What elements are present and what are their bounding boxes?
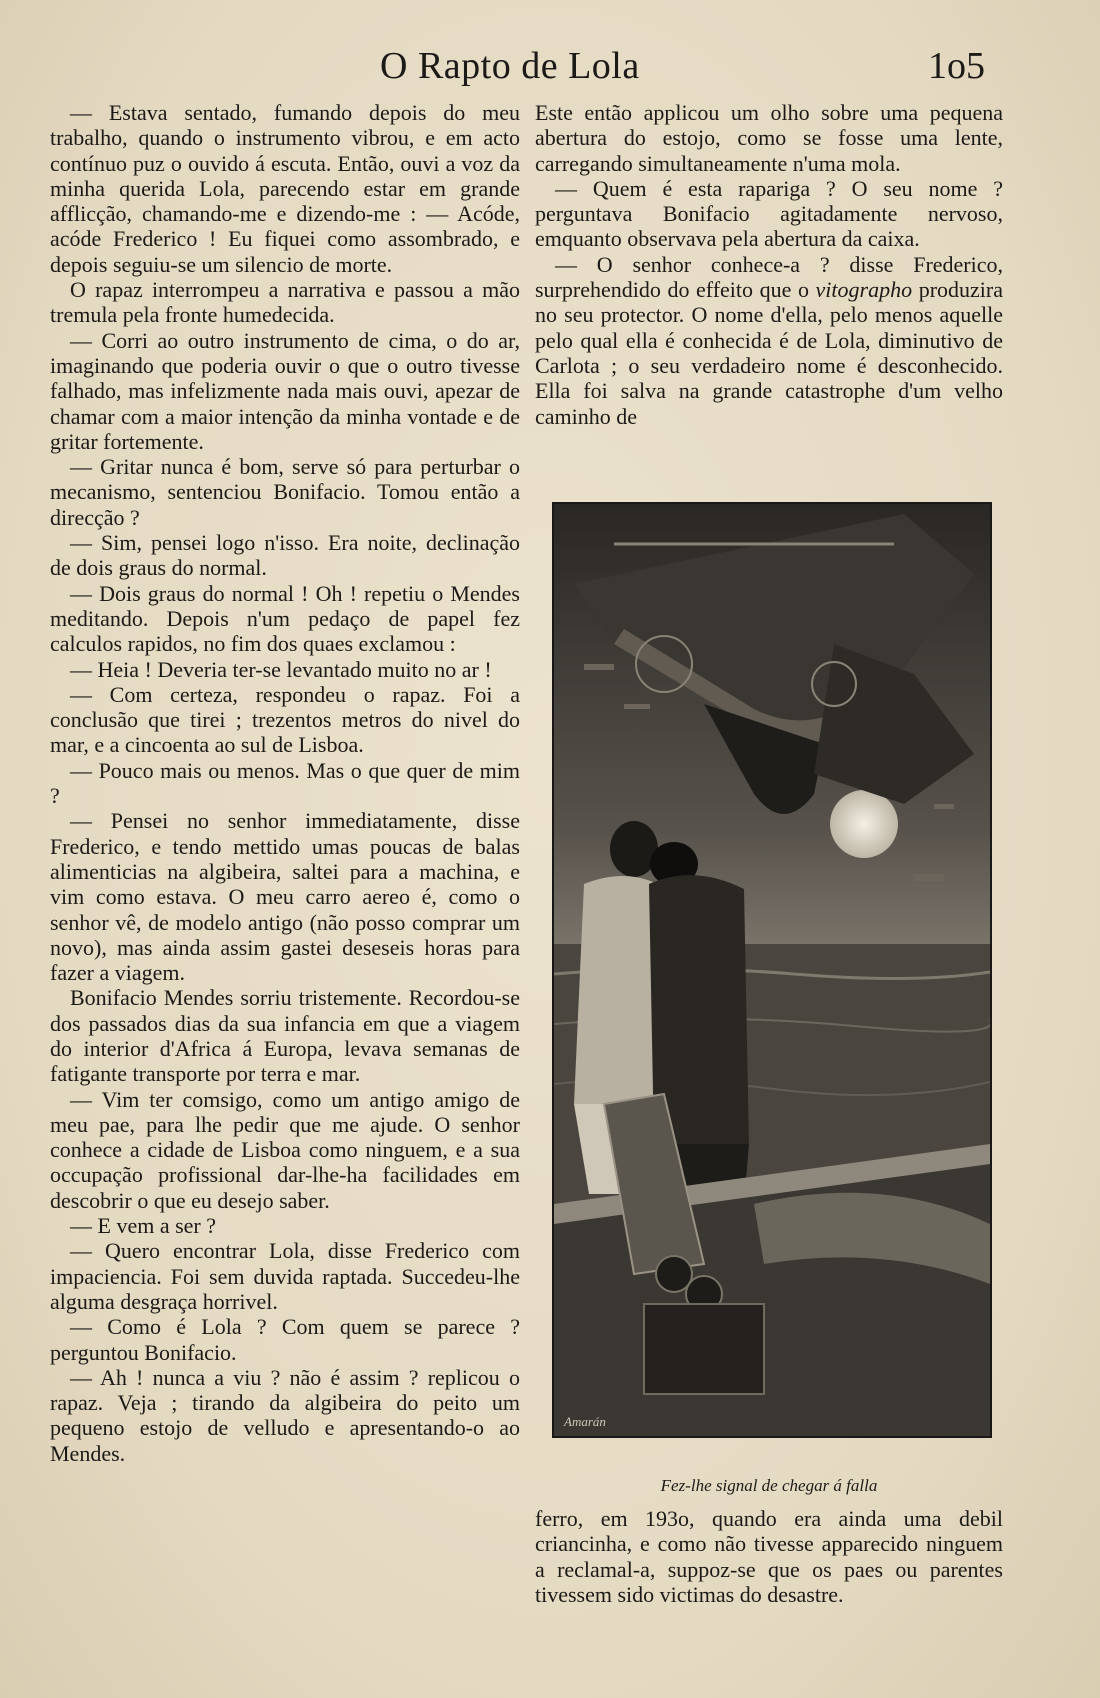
paragraph: — Como é Lola ? Com quem se parece ? perguntou Bonifacio. [50, 1314, 520, 1365]
illustration-art [554, 504, 990, 1436]
paragraph: Este então applicou um olho sobre uma pequena abertura do estojo, como se fosse uma lente, carregando simultaneamente n'uma mola. [535, 100, 1003, 176]
artist-signature: Amarán [564, 1414, 606, 1429]
paragraph: O rapaz interrompeu a narrativa e passou a mão tremula pela fronte humedecida. [50, 277, 520, 328]
paragraph: — Pouco mais ou menos. Mas o que quer de mim ? [50, 757, 520, 809]
paragraph: — Gritar nunca é bom, serve só para perturbar o mecanismo, sentenciou Bonifacio. Tomou então a direcção ? [50, 454, 520, 530]
running-title: O Rapto de Lola [380, 45, 640, 87]
right-column-bottom [535, 1506, 1003, 1607]
page-header [0, 44, 1100, 94]
right-column-top [535, 100, 1003, 429]
paragraph: — Quero encontrar Lola, disse Frederico com impaciencia. Foi sem duvida raptada. Succedeu-lhe alguma desgraça horrivel. [50, 1238, 520, 1314]
text-run: — O senhor conhece-a ? disse Frederico, surprehendido do effeito que o [535, 251, 1003, 303]
paragraph: — Com certeza, respondeu o rapaz. Foi a conclusão que tirei ; trezentos metros do nivel do mar, e a cincoenta ao sul de Lisboa. [50, 681, 520, 758]
paragraph: — Pensei no senhor immediatamente, disse Frederico, e tendo mettido umas poucas de balas alimenticias na algibeira, saltei para a machina, e vim como estava. O meu carro aereo é, como o senhor vê, de modelo antigo (não posso comprar um novo), mas ainda assim gastei deseseis horas para fazer a viagem. [50, 808, 520, 986]
paragraph: — Sim, pensei logo n'isso. Era noite, declinação de dois graus do normal. [50, 530, 520, 581]
italic-term: vitographo [815, 277, 913, 303]
paragraph: — E vem a ser ? [70, 1213, 216, 1239]
page-number: 1o5 [928, 45, 985, 87]
illustration [552, 502, 992, 1438]
paragraph: — Ah ! nunca a viu ? não é assim ? replicou o rapaz. Veja ; tirando da algibeira do peito um pequeno estojo de velludo e apresentando-o ao Mendes. [50, 1364, 520, 1466]
paragraph: — Quem é esta rapariga ? O seu nome ? perguntava Bonifacio agitadamente nervoso, emquanto observava pela abertura da caixa. [535, 175, 1003, 252]
moon [830, 790, 898, 858]
left-column [50, 100, 520, 1466]
paragraph: — Corri ao outro instrumento de cima, o do ar, imaginando que poderia ouvir o que o outro tivesse falhado, mas infelizmente nada mais ouvi, apezar de chamar com a maior intenção da minha vontade e de gritar fortemente. [50, 327, 520, 454]
paragraph: — Dois graus do normal ! Oh ! repetiu o Mendes meditando. Depois n'um pedaço de papel fez calculos rapidos, no fim dos quaes exclamou : [50, 580, 520, 657]
figure-caption: Fez-lhe signal de chegar á falla [660, 1476, 878, 1495]
paragraph: — Estava sentado, fumando depois do meu trabalho, quando o instrumento vibrou, e em acto contínuo puz o ouvido á escuta. Então, ouvi a voz da minha querida Lola, parecendo estar em grande afflicção, chamando-me e dizendo-me : — Acóde, acóde Frederico ! Eu fiquei como assombrado, e depois seguiu-se um silencio de morte. [50, 100, 520, 277]
paragraph: Bonifacio Mendes sorriu tristemente. Recordou-se dos passados dias da sua infancia em que a viagem do interior d'Africa á Europa, levava semanas de fatigante transporte por terra e mar. [50, 985, 520, 1087]
paragraph: ferro, em 193o, quando era ainda uma debil criancinha, e como não tivesse apparecido ninguem a reclamal-a, suppoz-se que os paes ou parentes tivessem sido victimas do desastre. [535, 1506, 1003, 1607]
paragraph: — Heia ! Deveria ter-se levantado muito no ar ! [70, 656, 492, 682]
paragraph [535, 252, 1003, 429]
text-run: produzira no seu protector. O nome d'ella, pelo menos aquelle pelo qual ella é conhecida é de Lola, diminutivo de Carlota ; o seu verdadeiro nome é desconhecido. Ella foi salva na grande catastrophe d'um velho caminho de [535, 277, 1003, 429]
paragraph: — Vim ter comsigo, como um antigo amigo de meu pae, para lhe pedir que me ajude. O senhor conhece a cidade de Lisboa como ninguem, e a sua occupação profissional dar-lhe-ha facilidades em descobrir o que eu desejo saber. [50, 1086, 520, 1213]
